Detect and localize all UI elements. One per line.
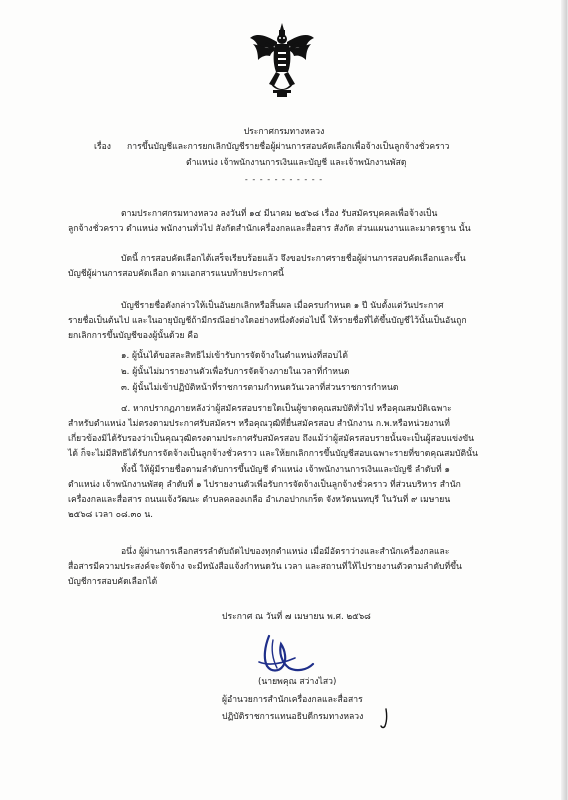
paragraph-line: ทั้งนี้ ให้ผู้มีรายชื่อตามลำดับการขึ้นบัญชี ตำแหน่ง เจ้าพนักงานการเงินและบัญชี ลำดับที่ ๑ xyxy=(121,465,450,475)
list-item: ๒. ผู้นั้นไม่มารายงานตัวเพื่อรับการจัดจ้างภายในเวลาที่กำหนด xyxy=(121,367,350,377)
paragraph-line: บัญชีการสอบคัดเลือกได้ xyxy=(68,577,158,587)
document-header: ประกาศกรมทางหลวง xyxy=(243,127,325,137)
subject-line-1: การขึ้นบัญชีและการยกเลิกบัญชีรายชื่อผู้ผ่านการสอบคัดเลือกเพื่อจ้างเป็นลูกจ้างชั่วคราว xyxy=(127,142,450,152)
page-edge-shadow xyxy=(561,0,567,800)
paragraph-line: บัญชีผู้ผ่านการสอบคัดเลือก ตามเอกสารแนบท้ายประกาศนี้ xyxy=(68,269,284,279)
paragraph-line: ยกเลิกการขึ้นบัญชีของผู้นั้นด้วย คือ xyxy=(68,331,199,341)
paragraph-line: สื่อสารมีความประสงค์จะจัดจ้าง จะมีหนังสือแจ้งกำหนดวัน เวลา และสถานที่ให้ไปรายงานตัวตามลำดับที่ขึ้น xyxy=(68,562,462,572)
announce-date: ประกาศ ณ วันที่ ๗ เมษายน พ.ศ. ๒๕๖๘ xyxy=(222,612,371,622)
paragraph-line: เครื่องกลและสื่อสาร ถนนแจ้งวัฒนะ ตำบลคลองเกลือ อำเภอปากเกร็ด จังหวัดนนทบุรี ในวันที่ ๙ เมษายน xyxy=(68,495,451,505)
paragraph-line: ได้ ก็จะไม่มีสิทธิได้รับการจัดจ้างเป็นลูกจ้างชั่วคราว และให้ยกเลิกการขึ้นบัญชีสอบเฉพาะรายที่ขาดคุณสมบัตินั้น xyxy=(68,449,478,459)
list-item: ๔. หากปรากฏภายหลังว่าผู้สมัครสอบรายใดเป็นผู้ขาดคุณสมบัติทั่วไป หรือคุณสมบัติเฉพาะ xyxy=(121,404,452,414)
paragraph-line: เกี่ยวข้องมิได้รับรองว่าเป็นคุณวุฒิตรงตามประกาศรับสมัครสอบ ถึงแม้ว่าผู้สมัครสอบรายนั้นจะเป็นผู้สอบแข่งขัน xyxy=(68,434,475,444)
signer-title-2: ปฏิบัติราชการแทนอธิบดีกรมทางหลวง xyxy=(222,712,364,722)
list-item: ๑. ผู้นั้นได้ขอสละสิทธิไม่เข้ารับการจัดจ้างในตำแหน่งที่สอบได้ xyxy=(121,351,348,361)
paragraph-line: รายชื่อเป็นต้นไป และในอายุบัญชีถ้ามีกรณีอย่างใดอย่างหนึ่งดังต่อไปนี้ ให้รายชื่อที่ได้ขึ้นบัญชีไว้นั้นเป็นอันถูก xyxy=(68,316,467,326)
paragraph-line: บัญชีรายชื่อดังกล่าวให้เป็นอันยกเลิกหรือสิ้นผล เมื่อครบกำหนด ๑ ปี นับตั้งแต่วันประกาศ xyxy=(121,301,444,311)
garuda-emblem-icon xyxy=(249,22,315,98)
signer-title-1: ผู้อำนวยการสำนักเครื่องกลและสื่อสาร xyxy=(222,695,363,705)
paragraph-line: อนึ่ง ผู้ผ่านการเลือกสรรลำดับถัดไปของทุกตำแหน่ง เมื่อมีอัตราว่างและสำนักเครื่องกลและ xyxy=(121,547,450,557)
paragraph-line: ลูกจ้างชั่วคราว ตำแหน่ง พนักงานทั่วไป สังกัดสำนักเครื่องกลและสื่อสาร สังกัด ส่วนแผนงานและมาตรฐาน นั้น xyxy=(68,224,471,234)
paragraph-line: ตำแหน่ง เจ้าพนักงานพัสดุ ลำดับที่ ๑ ไปรายงานตัวเพื่อรับการจัดจ้างเป็นลูกจ้างชั่วคราว ที่ส่วนบริหาร สำนัก xyxy=(68,480,461,490)
paragraph-line: สำหรับตำแหน่ง ไม่ตรงตามประกาศรับสมัครฯ หรือคุณวุฒิที่ยื่นสมัครสอบ สำนักงาน ก.พ.หรือหน่วยงานที่ xyxy=(68,419,450,429)
subject-line-2: ตำแหน่ง เจ้าพนักงานการเงินและบัญชี และเจ้าพนักงานพัสดุ xyxy=(186,158,407,168)
paragraph-line: ตามประกาศกรมทางหลวง ลงวันที่ ๑๔ มีนาคม ๒๕๖๘ เรื่อง รับสมัครบุคคลเพื่อจ้างเป็น xyxy=(121,209,438,219)
subject-label: เรื่อง xyxy=(94,142,111,152)
paragraph-line: ๒๕๖๘ เวลา ๐๘.๓๐ น. xyxy=(68,510,153,520)
paragraph-line: บัดนี้ การสอบคัดเลือกได้เสร็จเรียบร้อยแล้ว จึงขอประกาศรายชื่อผู้ผ่านการสอบคัดเลือกและขึ้น xyxy=(121,254,466,264)
handwritten-signature xyxy=(255,632,315,678)
separator: - - - - - - - - - - - xyxy=(244,175,324,184)
list-item: ๓. ผู้นั้นไม่เข้าปฏิบัติหน้าที่ราชการตามกำหนดวันเวลาที่ส่วนราชการกำหนด xyxy=(121,383,399,393)
signer-name: (นายพคุณ สว่างไสว) xyxy=(258,677,337,687)
handwritten-mark xyxy=(378,707,390,729)
